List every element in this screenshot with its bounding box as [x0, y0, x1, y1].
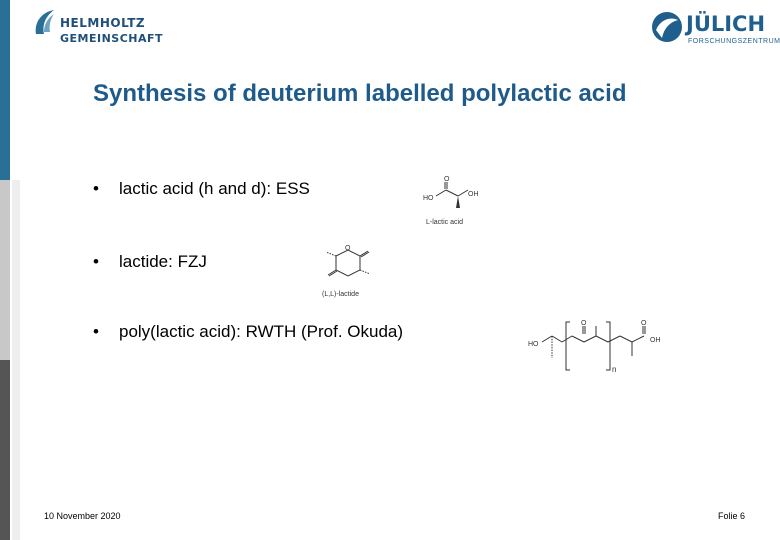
helmholtz-swoosh-icon — [32, 8, 58, 38]
sidebar-gray-bar — [0, 180, 10, 360]
bullet-item — [93, 252, 207, 272]
juelich-emblem-icon — [650, 10, 684, 44]
bullet-text: lactic acid (h and d): ESS — [119, 179, 310, 198]
sidebar-thin-bar — [12, 180, 20, 540]
bullet-marker: • — [93, 322, 99, 341]
pla-oh-label: OH — [650, 337, 661, 344]
helmholtz-line2: GEMEINSCHAFT — [60, 32, 164, 45]
bullet-marker: • — [93, 252, 99, 271]
bullet-marker: • — [93, 179, 99, 198]
helmholtz-logo — [32, 8, 172, 52]
pla-ho-label: HO — [528, 341, 539, 348]
lactic-o-label: O — [444, 176, 450, 183]
bullet-text: poly(lactic acid): RWTH (Prof. Okuda) — [119, 322, 404, 341]
lactic-acid-label: L-lactic acid — [426, 219, 463, 226]
pla-o-label: O — [581, 320, 587, 327]
bullet-text: lactide: FZJ — [119, 252, 207, 271]
sidebar-dark-bar — [0, 360, 10, 540]
footer-date: 10 November 2020 — [44, 511, 121, 521]
lactic-acid-structure — [420, 172, 490, 230]
juelich-name: JÜLICH — [686, 12, 766, 36]
slide-title: Synthesis of deuterium labelled polylactic acid — [93, 80, 627, 107]
pla-o-label-2: O — [641, 320, 647, 327]
lactide-label: (L,L)-lactide — [322, 291, 359, 298]
bullet-item — [93, 322, 403, 342]
juelich-subtitle: FORSCHUNGSZENTRUM — [688, 38, 780, 45]
lactic-ho-label: HO — [423, 195, 434, 202]
footer-page-number: Folie 6 — [718, 511, 746, 521]
lactide-o-label: O — [345, 245, 351, 252]
pla-structure — [526, 316, 674, 376]
lactic-oh-label: OH — [468, 191, 479, 198]
lactide-structure — [316, 244, 384, 300]
pla-n-label: n — [612, 365, 617, 374]
helmholtz-line1: HELMHOLTZ — [60, 16, 146, 30]
juelich-logo — [650, 8, 780, 52]
sidebar-blue-bar — [0, 0, 10, 180]
bullet-item — [93, 179, 310, 199]
